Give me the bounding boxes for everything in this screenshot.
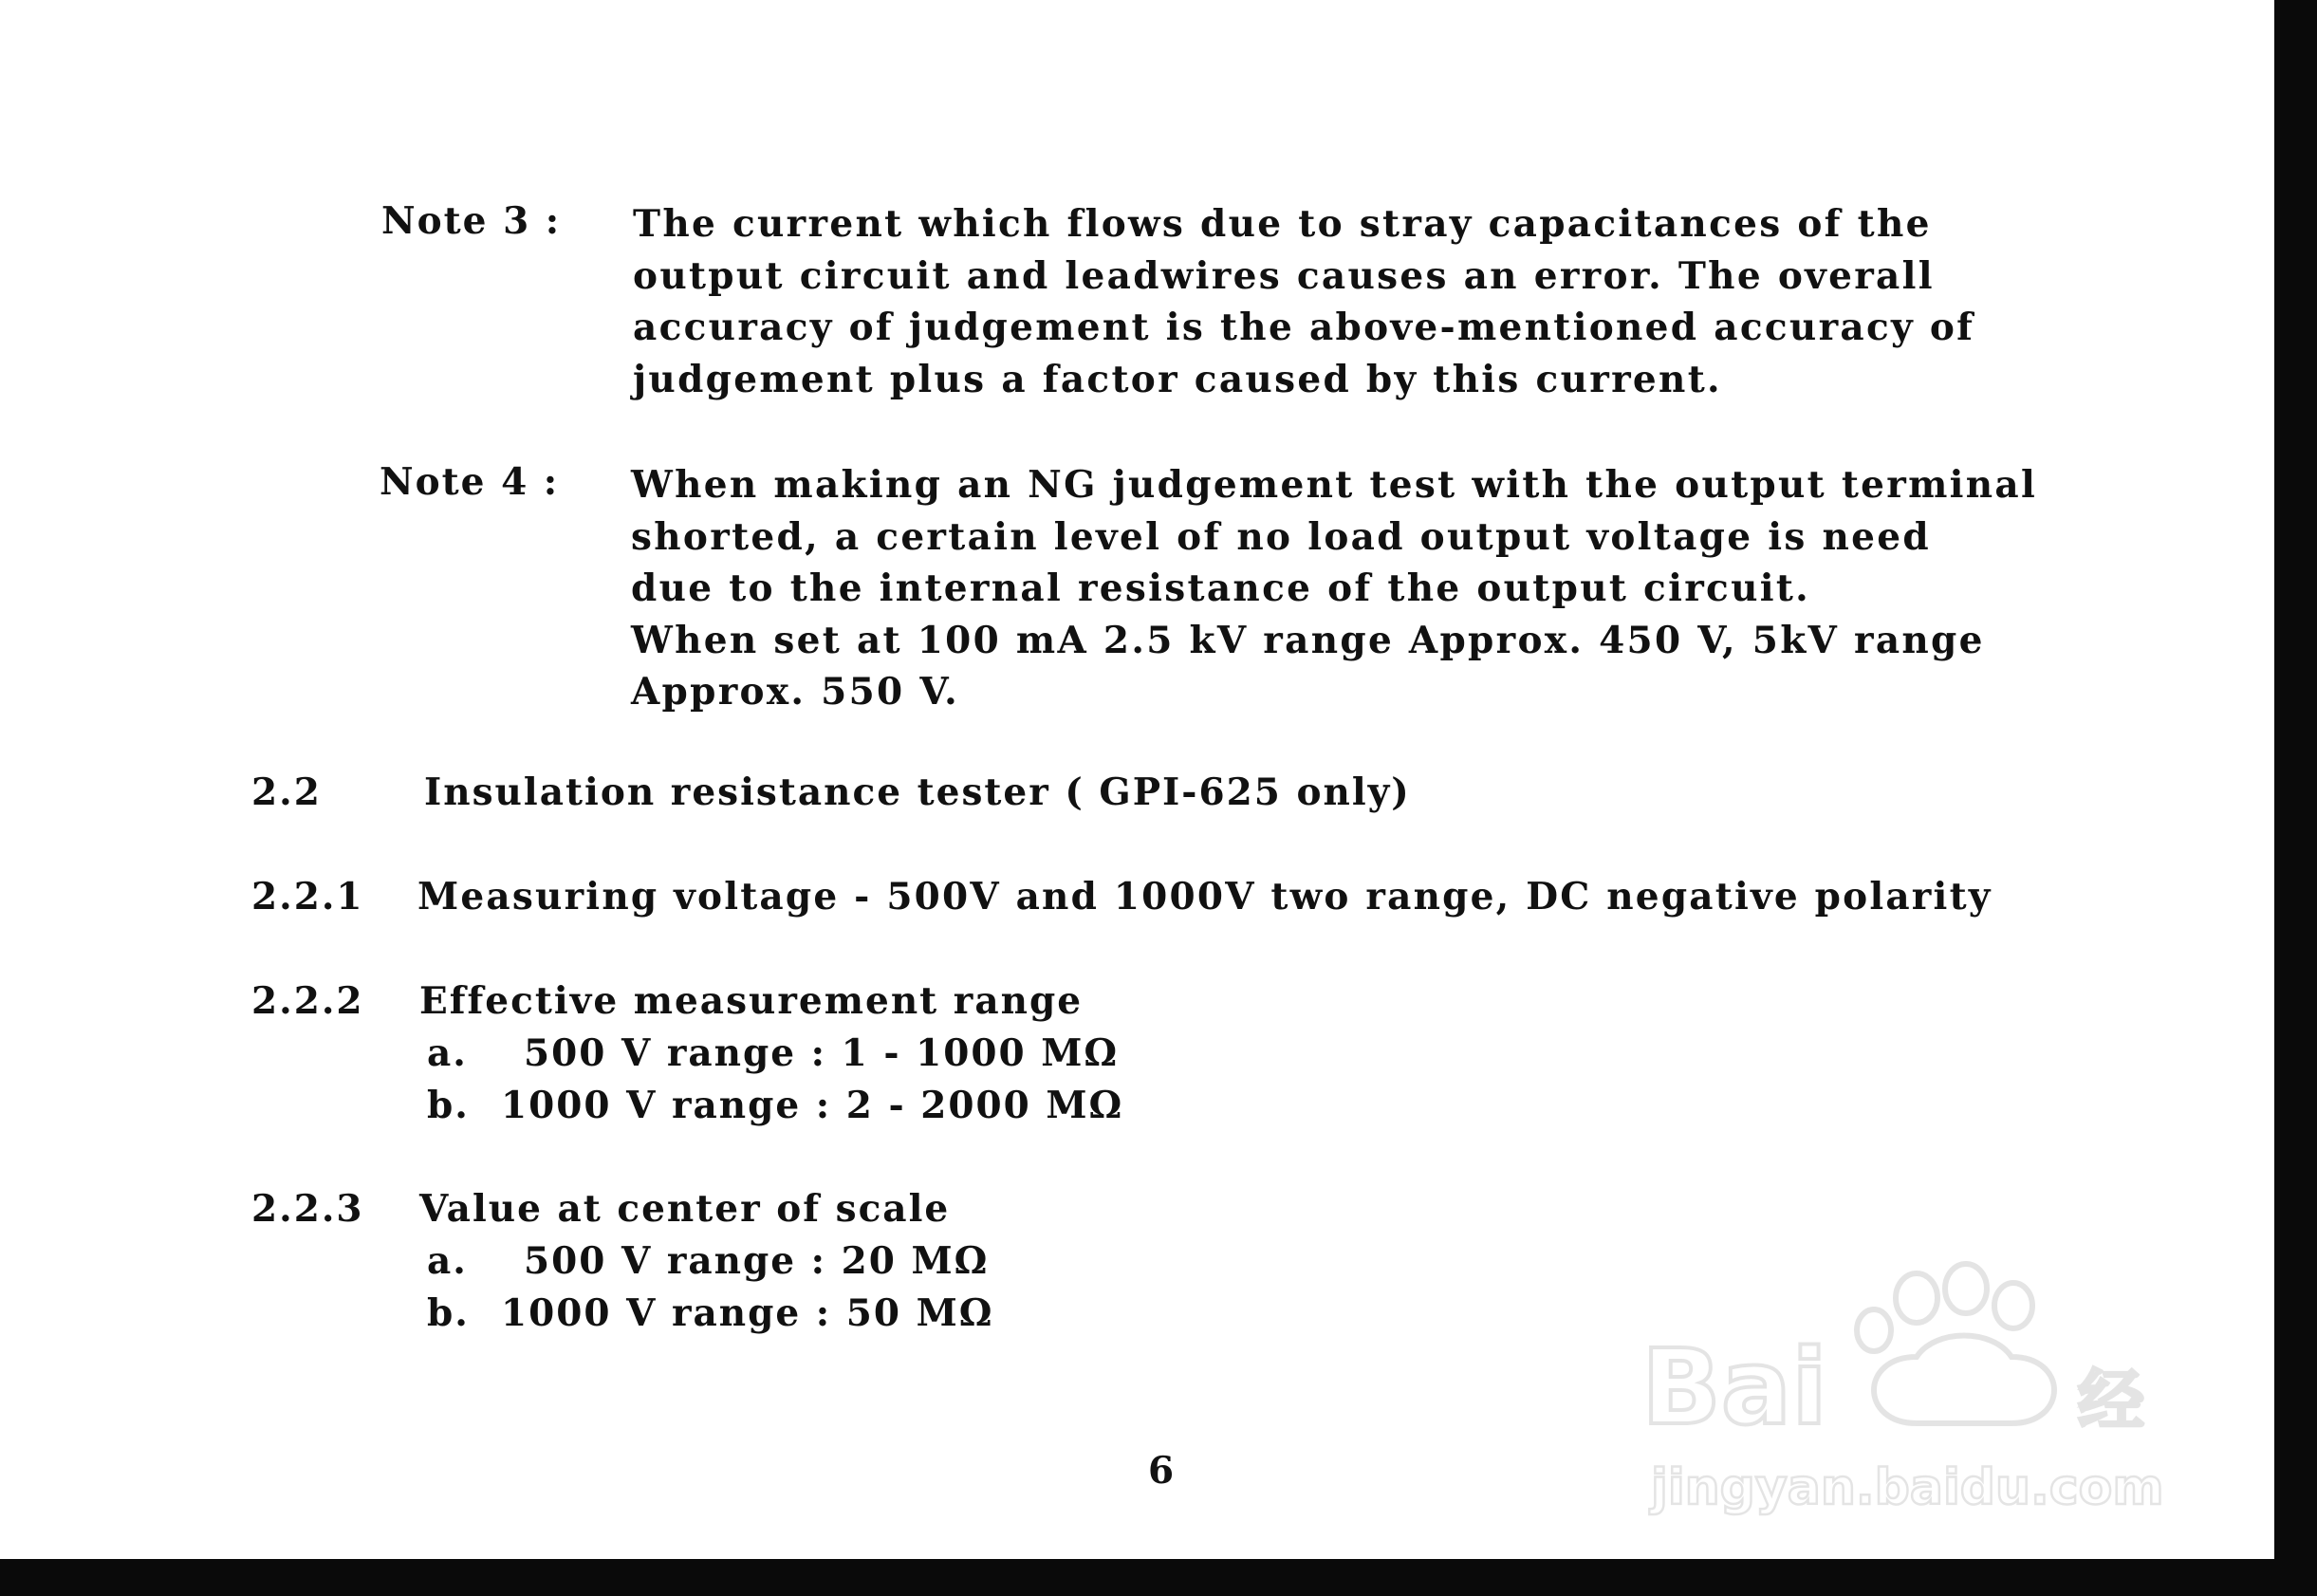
note-4-line-1: When making an NG judgement test with the output terminal [631, 463, 2038, 507]
section-2-2-1-number: 2.2.1 [251, 875, 364, 919]
scan-border-right [2274, 0, 2317, 1596]
scan-border-bottom [0, 1559, 2317, 1596]
note-4-line-3: due to the internal resistance of the output circuit. [631, 566, 1811, 610]
section-2-2-3-item-b-text: 1000 V range : 50 MΩ [501, 1291, 994, 1335]
section-2-2-2-item-a-text: 500 V range : 1 - 1000 MΩ [524, 1031, 1120, 1075]
note-3-body [633, 198, 1974, 405]
note-4-line-2: shorted, a certain level of no load output voltage is need [631, 514, 1931, 559]
section-2-2-3-number: 2.2.3 [251, 1187, 364, 1231]
note-4-line-4: When set at 100 mA 2.5 kV range Approx. 450 V, 5kV range [631, 618, 1985, 662]
section-2-2-1-title: Measuring voltage - 500V and 1000V two range, DC negative polarity [417, 875, 1993, 919]
section-2-2-2-item-b-marker: b. [427, 1084, 470, 1127]
note-4-body [631, 459, 2037, 718]
note-3-line-1: The current which flows due to stray capacitances of the [633, 202, 1932, 246]
note-4-label: Note 4 : [380, 460, 560, 504]
note-3-label: Note 3 : [381, 199, 562, 243]
section-2-2-2-title: Effective measurement range [419, 979, 1084, 1023]
svg-text:经: 经 [2078, 1362, 2144, 1439]
section-2-2-3-title: Value at center of scale [419, 1187, 951, 1231]
baidu-watermark-logo [1632, 1243, 2182, 1528]
section-2-2-2-number: 2.2.2 [251, 979, 364, 1023]
section-2-2-3-item-a-marker: a. [427, 1239, 468, 1283]
note-3-line-3: accuracy of judgement is the above-mentioned accuracy of [633, 306, 1975, 349]
section-2-2-2-item-a-marker: a. [427, 1031, 468, 1075]
note-3-line-2: output circuit and leadwires causes an error. The overall [633, 253, 1935, 298]
section-2-2-number: 2.2 [251, 770, 322, 814]
section-2-2-2-item-b-text: 1000 V range : 2 - 2000 MΩ [501, 1084, 1124, 1127]
note-4-line-5: Approx. 550 V. [631, 670, 959, 714]
section-2-2-3-item-a-text: 500 V range : 20 MΩ [524, 1239, 990, 1283]
svg-text:Bai: Bai [1641, 1327, 1827, 1448]
svg-text:jingyan.baidu.com: jingyan.baidu.com [1651, 1459, 2164, 1516]
note-3-line-4: judgement plus a factor caused by this current. [633, 357, 1722, 401]
section-2-2-3-item-b-marker: b. [427, 1291, 470, 1335]
section-2-2-title: Insulation resistance tester ( GPI-625 only) [424, 770, 1411, 814]
page-number: 6 [1148, 1449, 1177, 1493]
